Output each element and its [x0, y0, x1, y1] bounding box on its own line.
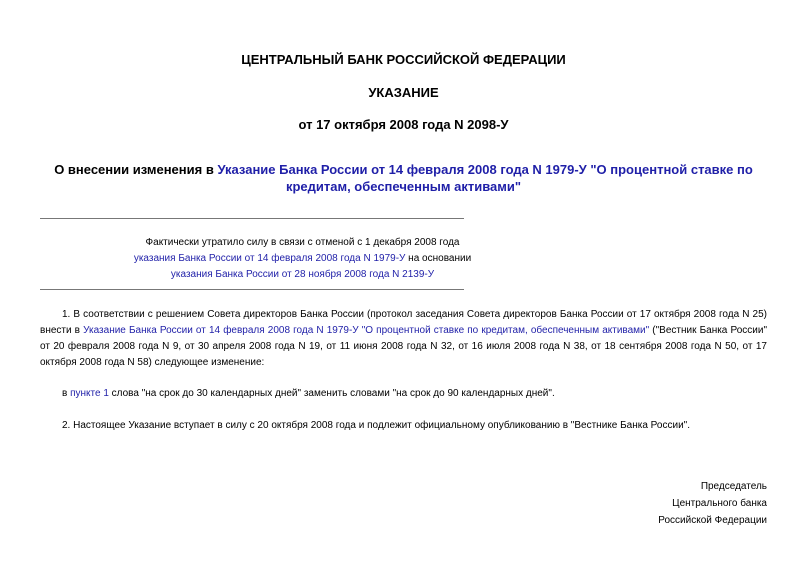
status-note-link1[interactable]: указания Банка России от 14 февраля 2008 года N 1979-У [133, 253, 406, 264]
status-note [40, 235, 565, 283]
paragraph-change-start: в [62, 388, 71, 399]
status-note-link2[interactable]: указания Банка России от 28 ноября 2008 года N 2139-У [170, 269, 435, 280]
signature-line1: Председатель [700, 481, 767, 492]
clause-1-link[interactable]: пункте 1 [70, 388, 109, 399]
status-note-line3 [40, 267, 565, 283]
title-amended-decree-link[interactable]: Указание Банка России от 14 февраля 2008 года N 1979-У "О процентной ставке по кредитам, обеспеченным активами" [217, 162, 753, 194]
paragraph-change-end: слова "на срок до 30 календарных дней" заменить словами "на срок до 90 календарных дней". [108, 388, 555, 399]
paragraph-change [40, 386, 767, 402]
document-date-heading: от 17 октября 2008 года N 2098-У [298, 117, 509, 132]
issuer-heading: ЦЕНТРАЛЬНЫЙ БАНК РОССИЙСКОЙ ФЕДЕРАЦИИ [241, 52, 566, 67]
note-divider-bottom [40, 289, 464, 290]
document-title [40, 161, 767, 195]
paragraph-1-end: ("Вестник Банка России" от 20 февраля 2008 года N 9, от 30 апреля 2008 года N 19, от 11 июня 2008 года N 32, от 16 июля 2008 года N 38, от 18 сентября 2008 года N 50, от 17 октября 2008 года N 58) следующее изменение: [40, 325, 767, 368]
status-note-line2 [40, 251, 565, 267]
paragraph-1 [40, 307, 767, 371]
title-prefix: О внесении изменения в [54, 162, 218, 177]
status-note-line1: Фактически утратило силу в связи с отменой с 1 декабря 2008 года [145, 237, 460, 248]
signature-line3: Российской Федерации [658, 515, 767, 526]
paragraph-1-start: 1. В соответствии с решением Совета директоров Банка России (протокол заседания Совета директоров Банка России от 17 октября 2008 года N 25) внести в [40, 309, 767, 336]
signature-block [560, 478, 767, 529]
status-note-suffix: на основании [405, 253, 472, 264]
paragraph-2: 2. Настоящее Указание вступает в силу с 20 октября 2008 года и подлежит официальному опубликованию в "Вестнике Банка России". [62, 420, 690, 431]
signature-line2: Центрального банка [672, 498, 767, 509]
document-type-heading: УКАЗАНИЕ [368, 85, 439, 100]
paragraph-1-decree-link[interactable]: Указание Банка России от 14 февраля 2008 года N 1979-У "О процентной ставке по кредитам, обеспеченным активами" [83, 325, 650, 336]
note-divider-top [40, 218, 464, 219]
